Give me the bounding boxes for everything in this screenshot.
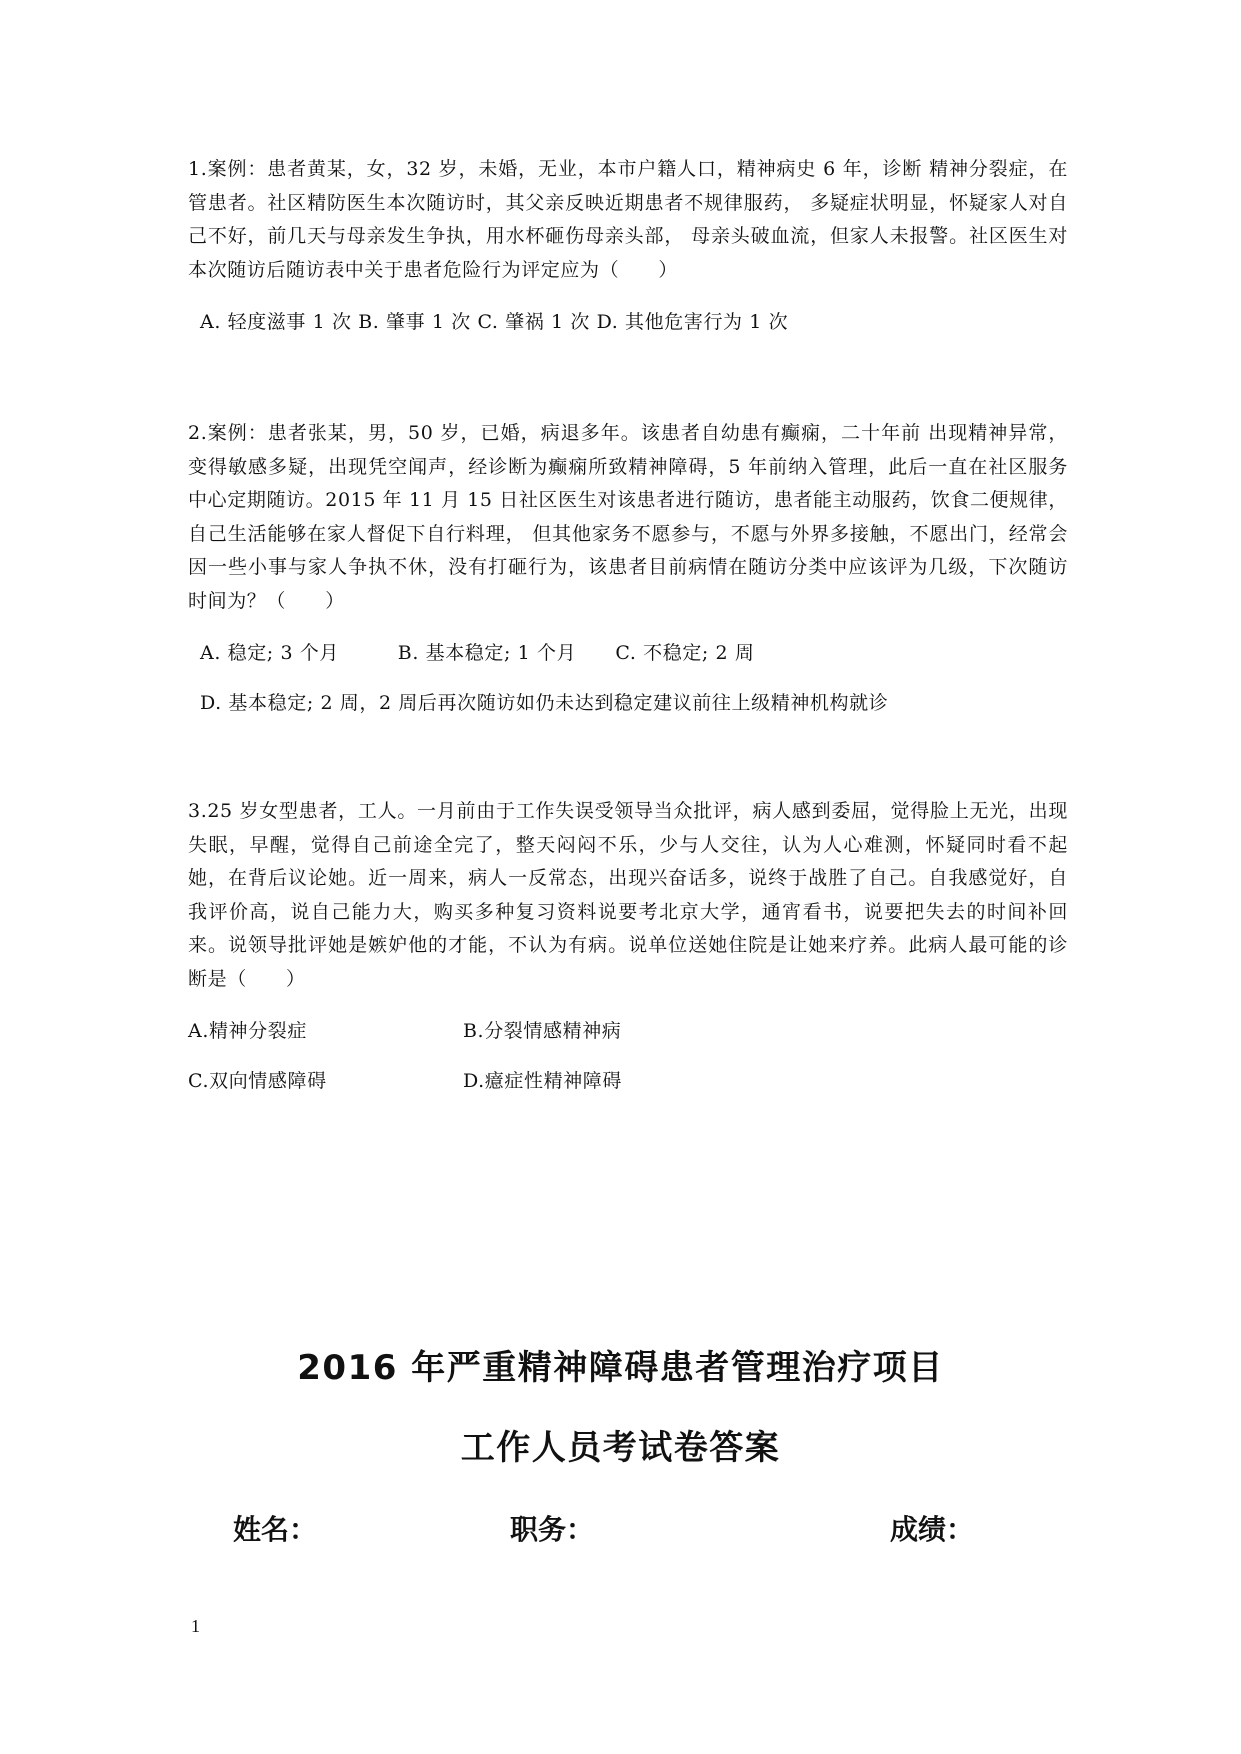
question-2-options — [188, 628, 1068, 728]
question-2-stem: 2.案例：患者张某，男，50 岁，已婚，病退多年。该患者自幼患有癫痫，二十年前 出现精神异常，变得敏感多疑，出现凭空闻声，经诊断为癫痫所致精神障碍，5 年前纳入管理，此后一直在社区服务中心定期随访。2015 年 11 月 15 日社区医生对该患者进行随访，患者能主动服药，饮食二便规律，自己生活能够在家人督促下自行料理， 但其他家务不愿参与，不愿与外界多接触，不愿出门，经常会因一些小事与家人争执不休，没有打砸行为，该患者目前病情在随访分类中应该评为几级，下次随访时间为？（ ） — [188, 422, 1068, 612]
page-number: 1 — [191, 1616, 200, 1636]
question-3-option-c: C.双向情感障碍 — [188, 1070, 327, 1092]
question-3 — [188, 795, 1068, 1106]
question-3-stem: 3.25 岁女型患者，工人。一月前由于工作失误受领导当众批评，病人感到委屈，觉得脸上无光，出现失眠，早醒，觉得自己前途全完了，整天闷闷不乐，少与人交往，认为人心难测，怀疑同时看不起她，在背后议论她。近一周来，病人一反常态，出现兴奋话多，说终于战胜了自己。自我感觉好，自我评价高，说自己能力大，购买多种复习资料说要考北京大学，通宵看书，说要把失去的时间补回来。说领导批评她是嫉妒他的才能，不认为有病。说单位送她住院是让她来疗养。此病人最可能的诊断是（ ） — [188, 800, 1068, 990]
question-2-options-line-1: A. 稳定; 3 个月 B. 基本稳定; 1 个月 C. 不稳定; 2 周 — [200, 642, 755, 664]
question-2-options-line-2: D. 基本稳定; 2 周，2 周后再次随访如仍未达到稳定建议前往上级精神机构就诊 — [200, 692, 889, 714]
question-1-stem: 1.案例：患者黄某，女，32 岁，未婚，无业，本市户籍人口，精神病史 6 年，诊断 精神分裂症，在管患者。社区精防医生本次随访时，其父亲反映近期患者不规律服药， 多疑症状明显，怀疑家人对自己不好，前几天与母亲发生争执，用水杯砸伤母亲头部， 母亲头破血流，但家人未报警。社区医生对本次随访后随访表中关于患者危险行为评定应为（ ） — [188, 158, 1068, 281]
position-field-label: 职务： — [510, 1513, 595, 1546]
question-2 — [188, 417, 1068, 728]
exam-title-line-2: 工作人员考试卷答案 — [460, 1428, 781, 1468]
score-field-label: 成绩： — [890, 1513, 975, 1546]
question-1 — [188, 153, 1068, 347]
question-3-option-d: D.癔症性精神障碍 — [463, 1070, 622, 1092]
exam-title-line-1: 2016 年严重精神障碍患者管理治疗项目 — [297, 1348, 944, 1388]
question-3-option-a: A.精神分裂症 — [188, 1020, 307, 1042]
question-1-options — [188, 297, 1068, 347]
name-field-label: 姓名： — [233, 1513, 318, 1546]
question-3-options — [188, 1006, 1068, 1106]
question-3-option-b: B.分裂情感精神病 — [463, 1020, 622, 1042]
question-1-options-line: A. 轻度滋事 1 次 B. 肇事 1 次 C. 肇祸 1 次 D. 其他危害行为 1 次 — [200, 311, 789, 333]
